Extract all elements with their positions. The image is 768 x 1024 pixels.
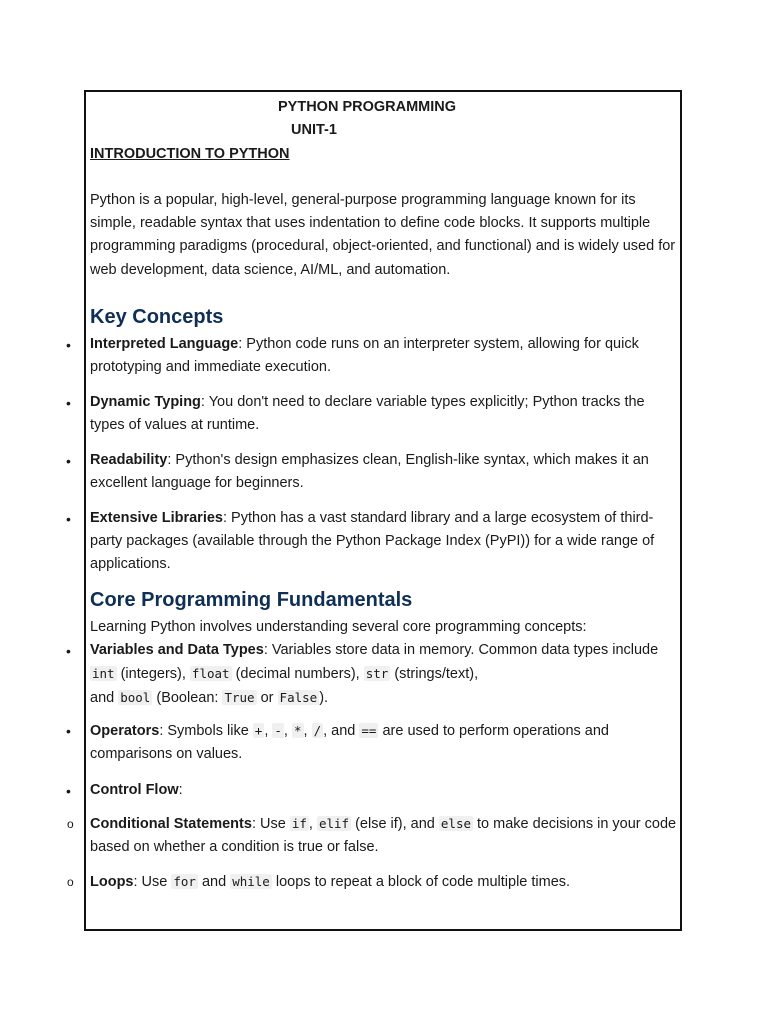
- list-item: Dynamic Typing: You don't need to declare variable types explicitly; Python tracks the types of values at runtime.: [90, 394, 645, 434]
- list-item: Extensive Libraries: Python has a vast standard library and a large ecosystem of third-party packages (available through the Python Package Index (PyPI)) for a wide range of applications.: [90, 510, 655, 573]
- core-intro: Learning Python involves understanding several core programming concepts:: [90, 619, 587, 635]
- bullet: •: [66, 723, 71, 739]
- key-concepts-heading: Key Concepts: [90, 306, 224, 328]
- bullet: •: [66, 395, 71, 411]
- list-item-loops: Loops: Use for and while loops to repeat a block of code multiple times.: [90, 874, 571, 890]
- intro-paragraph: Python is a popular, high-level, general-purpose programming language known for its simple, readable syntax that uses indentation to define code blocks. It supports multiple programming paradigms (procedural, object-oriented, and functional) and is widely used for web development, data science, AI/ML, and automation.: [90, 192, 676, 278]
- list-item-variables: Variables and Data Types: Variables store data in memory. Common data types include int (integers), float (decimal numbers), str (strings/text), and bool (Boolean: True or False ).: [90, 642, 659, 707]
- bullet: •: [66, 453, 71, 469]
- intro-heading: INTRODUCTION TO PYTHON: [90, 146, 290, 162]
- bullet: •: [66, 783, 71, 799]
- list-item-control-flow: Control Flow:: [90, 782, 183, 798]
- list-item: Interpreted Language: Python code runs on an interpreter system, allowing for quick prototyping and immediate execution.: [90, 336, 639, 376]
- sub-bullet: o: [67, 875, 74, 889]
- sub-bullet: o: [67, 817, 74, 831]
- list-item-operators: Operators: Symbols like + , - , * , / , and == are used to perform operations and comparisons on values.: [90, 723, 609, 763]
- bullet: •: [66, 511, 71, 527]
- unit-label: UNIT-1: [291, 122, 337, 138]
- list-item: Readability: Python's design emphasizes clean, English-like syntax, which makes it an excellent language for beginners.: [90, 452, 649, 492]
- bullet: •: [66, 337, 71, 353]
- doc-title: PYTHON PROGRAMMING: [278, 99, 457, 115]
- bullet: •: [66, 643, 71, 659]
- core-fundamentals-heading: Core Programming Fundamentals: [90, 589, 413, 611]
- list-item-conditionals: Conditional Statements: Use if , elif (else if), and else to make decisions in your code based on whether a condition is true or false.: [90, 816, 677, 856]
